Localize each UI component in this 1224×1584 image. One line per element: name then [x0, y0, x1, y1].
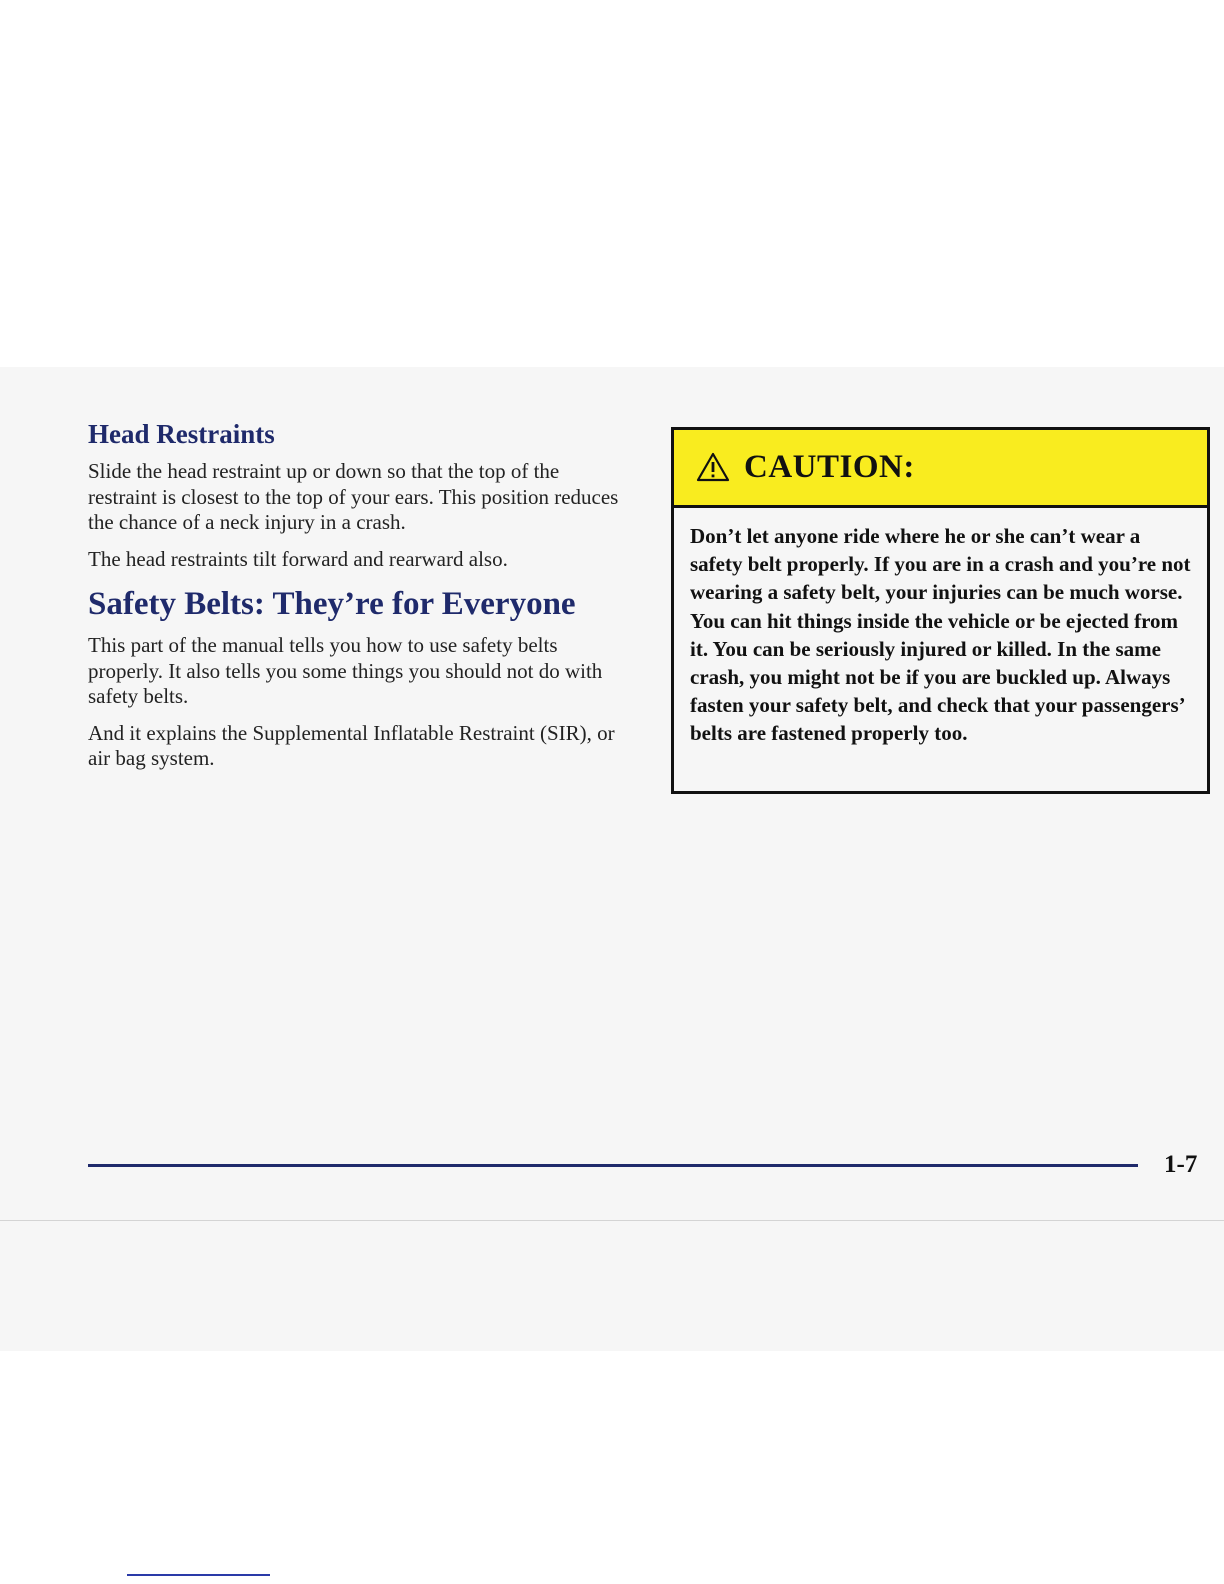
safety-belts-paragraph-2: And it explains the Supplemental Inflatable Restraint (SIR), or air bag system.	[88, 720, 615, 770]
head-restraints-heading: Head Restraints	[88, 419, 275, 449]
page-number: 1-7	[1164, 1151, 1198, 1178]
head-restraints-paragraph-2: The head restraints tilt forward and rearward also.	[88, 546, 508, 571]
caution-body-text: Don’t let anyone ride where he or she can’t wear a safety belt properly. If you are in a crash and you’re not wearing a safety belt, your injuries can be much worse. You can hit things inside the vehicle or be ejected from it. You can be seriously injured or killed. In the same crash, you might not be if you are buckled up. Always fasten your safety belt, and check that your passengers’ belts are fastened properly too.	[690, 524, 1191, 746]
left-column	[88, 418, 633, 772]
caution-box	[671, 427, 1210, 794]
caution-label: CAUTION:	[744, 449, 915, 485]
bottom-divider	[0, 1220, 1224, 1221]
link-underline[interactable]	[127, 1574, 270, 1576]
safety-belts-paragraph-1: This part of the manual tells you how to use safety belts properly. It also tells you some things you should not do with safety belts.	[88, 633, 603, 708]
caution-header	[674, 430, 1207, 508]
footer-rule	[88, 1164, 1138, 1167]
head-restraints-paragraph-1: Slide the head restraint up or down so that the top of the restraint is closest to the top of your ears. This position reduces the chance of a neck injury in a crash.	[88, 459, 619, 534]
safety-belts-heading: Safety Belts: They’re for Everyone	[88, 586, 576, 622]
warning-triangle-icon	[696, 452, 730, 482]
